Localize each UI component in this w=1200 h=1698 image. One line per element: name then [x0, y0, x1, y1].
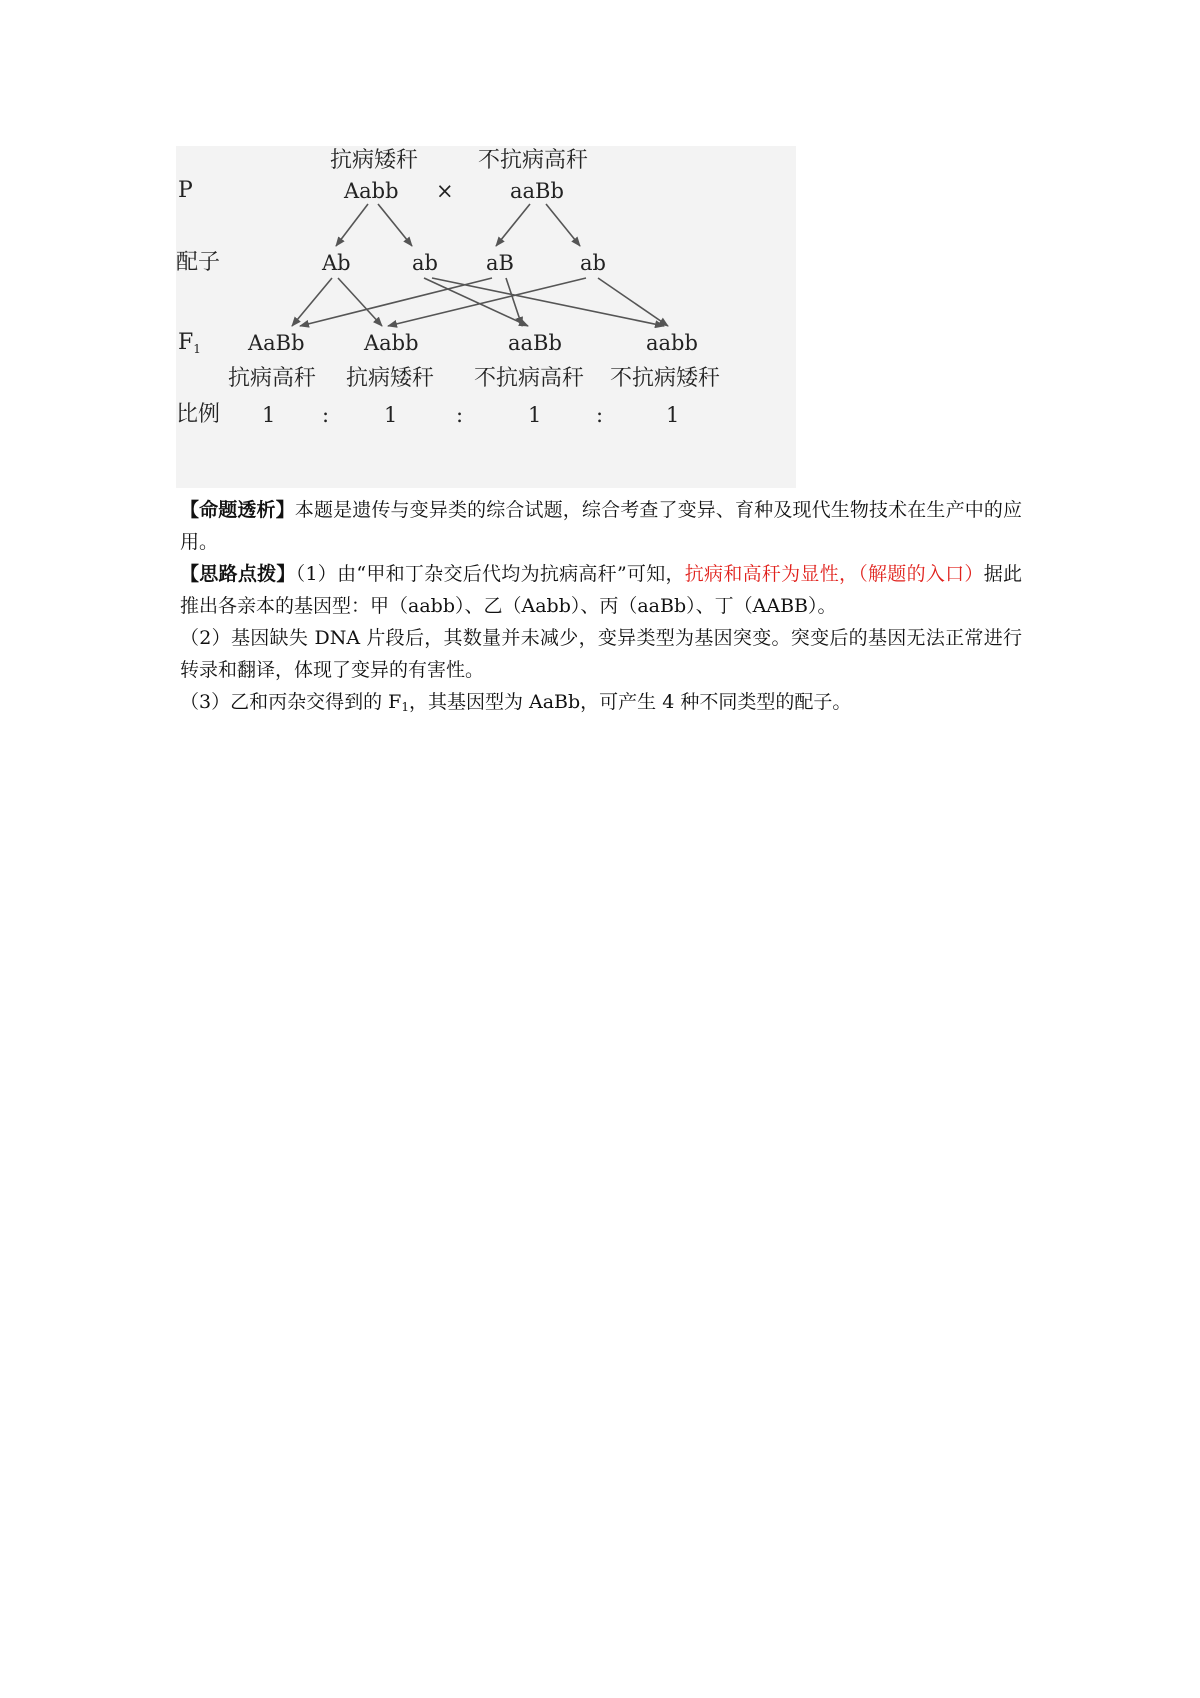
hints-p3-sub: 1 — [401, 700, 409, 714]
offspring-2-genotype: Aabb — [364, 331, 419, 355]
cross-arrows — [176, 146, 796, 488]
arrow-p1-ab-right — [378, 204, 412, 246]
hints-p1-a: （1）由“甲和丁杂交后代均为抗病高秆”可知， — [295, 563, 685, 585]
arrow-ab1-aaBb — [424, 278, 528, 326]
hints-p1-highlight: 抗病和高秆为显性，（解题的入口） — [684, 563, 984, 585]
parent-1-genotype: Aabb — [344, 179, 399, 203]
offspring-1-phenotype: 抗病高秆 — [228, 366, 317, 391]
arrow-p2-ab-right — [546, 204, 580, 246]
row-label-f1: $F_1$ — [178, 330, 201, 356]
cross-symbol: × — [436, 179, 454, 203]
offspring-4-genotype: aabb — [646, 331, 698, 355]
offspring-1-genotype: AaBb — [248, 331, 305, 355]
arrow-ab2-Aabb — [388, 278, 586, 326]
ratio-sep-3: : — [596, 403, 604, 427]
parent-2-phenotype: 不抗病高秆 — [478, 148, 589, 173]
gamete-4: ab — [580, 251, 606, 275]
row-label-p: P — [178, 178, 193, 203]
ratio-1: 1 — [262, 403, 276, 427]
arrow-ab1-aabb — [432, 278, 664, 326]
parent-2-genotype: aaBb — [510, 179, 564, 203]
offspring-4-phenotype: 不抗病矮秆 — [610, 366, 721, 391]
offspring-3-phenotype: 不抗病高秆 — [474, 366, 585, 391]
offspring-3-genotype: aaBb — [508, 331, 562, 355]
hints-paragraph-3 — [180, 686, 1022, 718]
hints-title: 【思路点拨】 — [180, 563, 296, 585]
ratio-sep-1: : — [322, 403, 330, 427]
explanation-text — [180, 494, 1022, 718]
hints-p3-a: （3）乙和丙杂交得到的 F — [180, 691, 402, 713]
arrow-aB-AaBb — [300, 278, 492, 326]
ratio-3: 1 — [528, 403, 542, 427]
arrow-p2-ab-left — [496, 204, 530, 246]
hints-p3-b: ，其基因型为 AaBb，可产生 4 种不同类型的配子。 — [408, 691, 852, 713]
arrow-Ab-Aabb — [338, 278, 382, 326]
ratio-2: 1 — [384, 403, 398, 427]
analysis-title: 【命题透析】 — [180, 499, 295, 521]
hints-paragraph-2: （2）基因缺失 DNA 片段后，其数量并未减少，变异类型为基因突变。突变后的基因无法正常进行转录和翻译，体现了变异的有害性。 — [180, 627, 1022, 681]
genetic-cross-diagram — [176, 146, 796, 488]
analysis-paragraph — [180, 494, 1022, 558]
gamete-3: aB — [486, 251, 514, 275]
offspring-2-phenotype: 抗病矮秆 — [346, 366, 435, 391]
gamete-1: Ab — [322, 251, 351, 275]
gamete-2: ab — [412, 251, 438, 275]
hints-p1-b: 据此推出各亲本的基因型：甲（aabb）、乙（Aabb）、丙（aaBb）、丁（AABB）。 — [180, 563, 1022, 617]
arrow-p1-ab-left — [336, 204, 368, 246]
row-label-gametes: 配子 — [176, 250, 221, 275]
ratio-sep-2: : — [456, 403, 464, 427]
analysis-body: 本题是遗传与变异类的综合试题，综合考查了变异、育种及现代生物技术在生产中的应用。 — [180, 499, 1022, 553]
ratio-4: 1 — [666, 403, 680, 427]
hints-paragraph-1 — [180, 558, 1022, 622]
parent-1-phenotype: 抗病矮秆 — [330, 148, 419, 173]
row-label-ratio: 比例 — [176, 402, 221, 427]
